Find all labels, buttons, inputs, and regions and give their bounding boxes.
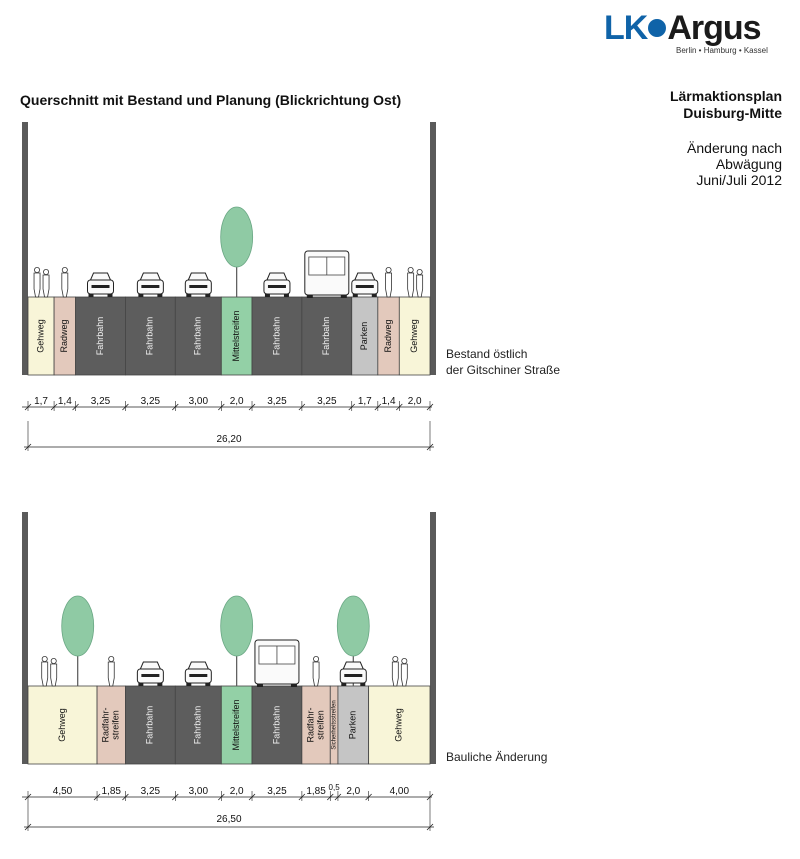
tree-icon xyxy=(221,596,253,686)
segment-label: streifen xyxy=(315,710,326,740)
cross-section-existing xyxy=(0,120,440,460)
dimension-value: 1,7 xyxy=(357,396,372,407)
total-width-value: 26,20 xyxy=(216,434,242,445)
dimension-value: 3,25 xyxy=(140,786,161,797)
segment-label: Gehweg xyxy=(409,319,420,353)
section-existing-label-line2: der Gitschiner Straße xyxy=(446,363,561,377)
left-building-wall xyxy=(22,122,28,375)
plan-status xyxy=(687,140,782,188)
car-icon xyxy=(137,273,163,297)
plan-status-line1: Änderung nach xyxy=(687,140,782,156)
dimension-value: 2,0 xyxy=(229,786,244,797)
segment-gehweg xyxy=(369,686,430,764)
segment-parken xyxy=(338,686,369,764)
car-icon xyxy=(87,273,113,297)
logo-brand-right: Argus xyxy=(667,9,761,47)
tree-icon xyxy=(62,596,94,686)
segment-label: Sicherheitsstreifen xyxy=(331,700,338,750)
segment-label: Fahrbahn xyxy=(144,316,155,356)
segment-label: Parken xyxy=(359,321,370,351)
dimension-value: 2,0 xyxy=(229,396,244,407)
segment-radweg xyxy=(302,686,330,764)
section-planned-label xyxy=(446,749,547,765)
car-icon xyxy=(185,662,211,686)
dimension-value: 4,50 xyxy=(52,786,73,797)
dimension-value: 3,25 xyxy=(267,396,287,407)
segment-label: streifen xyxy=(110,710,121,740)
logo-cities: Berlin • Hamburg • Kassel xyxy=(676,46,768,55)
dimension-value: 3,25 xyxy=(90,396,111,407)
segment-label: Fahrbahn xyxy=(192,316,203,356)
dimension-value: 3,25 xyxy=(267,786,287,797)
segment-mittel xyxy=(221,297,252,375)
segment-label: Mittelstreifen xyxy=(231,310,242,362)
segment-fahrbahn xyxy=(125,686,175,764)
segment-fahrbahn xyxy=(252,686,302,764)
segment-label: Radweg xyxy=(59,319,70,353)
section-planned-label-line1: Bauliche Änderung xyxy=(446,750,548,764)
segment-gehweg xyxy=(399,297,430,375)
plan-status-line2: Abwägung xyxy=(715,156,782,172)
dimension-value: 1,7 xyxy=(34,396,48,407)
dimension-value: 4,00 xyxy=(389,786,410,797)
right-building-wall xyxy=(430,122,436,375)
segment-fahrbahn xyxy=(252,297,302,375)
segment-label: Fahrbahn xyxy=(192,705,203,745)
car-icon xyxy=(340,662,366,686)
dimension-value: 1,85 xyxy=(306,786,326,797)
segment-radweg xyxy=(378,297,399,375)
cross-section-planned xyxy=(0,510,440,850)
plan-title-line1: Lärmaktionsplan xyxy=(669,88,782,104)
section-existing-label-line1: Bestand östlich xyxy=(446,347,528,361)
pedestrians-icon xyxy=(34,267,49,297)
segment-radweg xyxy=(54,297,75,375)
dimension-value: 3,25 xyxy=(140,396,161,407)
segment-label: Fahrbahn xyxy=(94,316,105,356)
pedestrians-icon xyxy=(392,656,407,686)
segment-label: Mittelstreifen xyxy=(231,699,242,751)
plan-status-line3: Juni/Juli 2012 xyxy=(696,172,782,188)
segment-label: Fahrbahn xyxy=(321,316,332,356)
segment-mittel xyxy=(221,686,252,764)
segment-gehweg xyxy=(28,686,97,764)
segment-fahrbahn xyxy=(76,297,126,375)
pedestrian-icon xyxy=(108,656,114,686)
car-icon xyxy=(185,273,211,297)
segment-parken xyxy=(352,297,378,375)
dimension-value: 0,5 xyxy=(328,783,340,792)
section-existing-label xyxy=(446,346,560,378)
segment-label: Gehweg xyxy=(56,708,67,742)
dimension-value: 2,0 xyxy=(407,396,422,407)
dimension-value: 3,00 xyxy=(188,786,209,797)
segment-label: Parken xyxy=(347,710,358,740)
segment-fahrbahn xyxy=(175,297,221,375)
plan-title xyxy=(670,88,782,122)
dimension-value: 1,4 xyxy=(381,396,396,407)
total-width-value: 26,50 xyxy=(216,814,242,825)
car-icon xyxy=(137,662,163,686)
segment-label: Radfahr- xyxy=(305,707,316,743)
segment-fahrbahn xyxy=(175,686,221,764)
car-icon xyxy=(264,273,290,297)
tree-icon xyxy=(221,207,253,297)
bus-icon xyxy=(305,251,349,298)
segment-label: Radweg xyxy=(382,319,393,353)
segment-label: Gehweg xyxy=(35,319,46,353)
logo-brand-left: LK xyxy=(604,9,648,47)
logo-dot-icon xyxy=(648,19,666,37)
segment-label: Radfahr- xyxy=(100,707,111,743)
segment-label: Gehweg xyxy=(393,708,404,742)
segment-label: Fahrbahn xyxy=(144,705,155,745)
dimension-value: 3,00 xyxy=(188,396,209,407)
dimension-value: 2,0 xyxy=(346,786,361,797)
segment-label: Fahrbahn xyxy=(271,316,282,356)
pedestrian-icon xyxy=(313,656,319,686)
segment-radweg xyxy=(330,686,338,764)
plan-title-line2: Duisburg-Mitte xyxy=(683,105,782,121)
pedestrian-icon xyxy=(62,267,68,297)
segment-radweg xyxy=(97,686,125,764)
right-building-wall xyxy=(430,512,436,764)
bus-icon xyxy=(255,640,299,687)
segment-fahrbahn xyxy=(302,297,352,375)
segment-fahrbahn xyxy=(125,297,175,375)
logo-wordmark xyxy=(604,8,761,48)
pedestrian-icon xyxy=(386,267,392,297)
page-title: Querschnitt mit Bestand und Planung (Blickrichtung Ost) xyxy=(20,92,402,108)
segment-gehweg xyxy=(28,297,54,375)
pedestrians-icon xyxy=(42,656,57,686)
pedestrians-icon xyxy=(408,267,423,297)
segment-label: Fahrbahn xyxy=(271,705,282,745)
dimension-value: 1,85 xyxy=(101,786,121,797)
lk-argus-logo xyxy=(600,8,790,58)
dimension-value: 3,25 xyxy=(317,396,337,407)
left-building-wall xyxy=(22,512,28,764)
car-icon xyxy=(352,273,378,297)
dimension-value: 1,4 xyxy=(57,396,72,407)
